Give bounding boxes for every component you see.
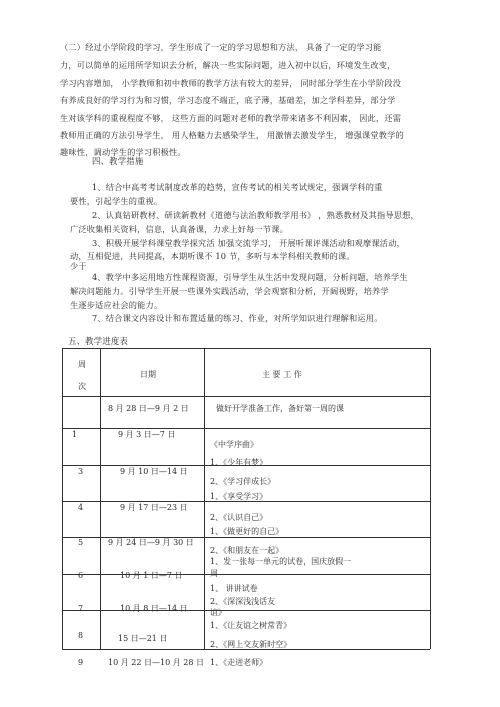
row-week: 4	[78, 503, 84, 512]
intro-line: 学习内容增加， 小学教师和初中教师的教学方法有较大的差异， 同时部分学生在小学阶段没	[60, 78, 402, 88]
header-week-1: 周	[78, 360, 86, 369]
row-work: 《中学序曲》	[210, 440, 258, 449]
row-date: 10 月 22 日—10 月 28 日	[108, 658, 204, 667]
measure-line: 广泛收集相关资料，信息，认真备课，力求上好每一节课。	[70, 224, 289, 234]
measure-line: 解决问题能力。引导学生开展一些课外实践活动，学会观察和分析，开阔视野，培养学	[70, 286, 389, 296]
table-rule	[62, 428, 430, 429]
row-week: 8	[78, 631, 84, 640]
measure-line: 1、结合中高考考试制度改革的趋势，宣传考试的相关考试规定，强调学科的重	[92, 182, 383, 192]
header-work: 主 要 工 作	[262, 370, 302, 379]
header-week-2: 次	[78, 382, 86, 391]
measure-line: 动，互相促进，共同提高，本期听课不 10 节，多听与本学科相关教师的课。	[70, 251, 355, 261]
intro-line: 教师用正确的方法引导学生， 用人格魅力去感染学生， 用激情去激发学生， 增强课堂教学的	[60, 130, 404, 140]
row-week: 1	[72, 430, 78, 439]
row-work: 1、 讲讲试卷	[210, 584, 258, 593]
row-work: 1、《少年有梦》	[210, 458, 268, 467]
table-rule	[62, 396, 430, 397]
row-work: 1、《做更好的自己》	[210, 527, 284, 536]
row-work: 1、《走进老师》	[210, 658, 268, 667]
row-date: 10 月 8 日—14 日	[120, 604, 188, 613]
table-rule	[100, 348, 101, 649]
table-rule	[62, 574, 430, 575]
table-rule	[62, 610, 430, 611]
schedule-table	[62, 348, 430, 698]
section-title-schedule: 五、教学进度表	[68, 336, 129, 346]
row-week: 3	[78, 467, 84, 476]
measure-line: 4、教学中多运用地方性课程资源，引导学生从生活中发现问题，分析问题，培养学生	[92, 272, 408, 282]
table-rule	[62, 348, 430, 349]
measure-line: 少于	[70, 261, 87, 271]
row-date: 9 月 17 日—23 日	[120, 503, 188, 512]
intro-line: 趣味性，调动学生的学习积极性。	[60, 147, 186, 157]
row-work: 谊》	[210, 608, 226, 617]
intro-line: 有养成良好的学习行为和习惯，学习态度不端正，底子薄，基础差，加之学科差异，部分学	[60, 95, 396, 105]
intro-line: 力，可以简单的运用所学知识去分析，解决一些实际问题，进入初中以后，环境发生改变，	[60, 60, 396, 70]
measure-line: 要性，引起学生的重视。	[70, 196, 163, 206]
row-work: 2、《认识自己》	[210, 513, 268, 522]
row-work: 2、《学习伴成长》	[210, 477, 276, 486]
row-week: 7	[78, 604, 84, 613]
table-rule	[430, 348, 431, 649]
row-work: 1、发一张每一单元的试卷，国庆放假一	[210, 557, 352, 566]
measure-line: 7、结合课文内容设计和布置适量的练习、作业，对所学知识进行理解和运用。	[92, 313, 383, 323]
row-work: 2、《网上交友新时空》	[210, 640, 292, 649]
measure-line: 2、认真钻研教材、研读新教材《道德与法治教师教学用书》 ，熟悉教材及其指导思想，	[92, 210, 419, 220]
row-work: 2、《和朋友在一起》	[210, 546, 284, 555]
table-rule	[204, 348, 205, 649]
header-date: 日期	[140, 370, 156, 379]
row-work: 2、《深深浅浅话友	[210, 597, 276, 606]
measure-line: 3、积极开展学科课堂教学探究活 加强交流学习， 开展听课评课活动和观摩课活动，	[92, 238, 405, 248]
row-week: 6	[78, 571, 84, 580]
row-date: 9 月 10 日—14 日	[120, 467, 188, 476]
row-date: 9 月 24 日—9 月 30 日	[108, 538, 194, 547]
row-date: 9 月 3 日—7 日	[118, 430, 176, 439]
intro-line: （二）经过小学阶段的学习，学生形成了一定的学习思想和方法， 具备了一定的学习能	[60, 42, 382, 52]
row-date: 8 月 28 日—9 月 2 日	[108, 404, 189, 413]
row-week: 9	[78, 658, 84, 667]
measure-line: 生逐步适应社会的能力。	[70, 300, 163, 310]
row-date: 10 月 1 日—7 日	[120, 571, 183, 580]
section-title-measures: 四、教学措施	[92, 156, 144, 166]
intro-line: 生对该学科的重视程度不够， 这些方面的问题对老师的教学带来诸多不利因素， 因此，还需	[60, 113, 402, 123]
table-rule	[62, 348, 63, 649]
row-work: 1、《让友谊之树常青》	[210, 621, 292, 630]
row-date: 15 日—21 日	[118, 634, 168, 643]
row-work: 1、《享受学习》	[210, 492, 268, 501]
row-work: 做好开学准备工作，备好第一周的课	[216, 404, 344, 413]
row-work: 周	[210, 569, 218, 578]
row-week: 5	[78, 538, 84, 547]
